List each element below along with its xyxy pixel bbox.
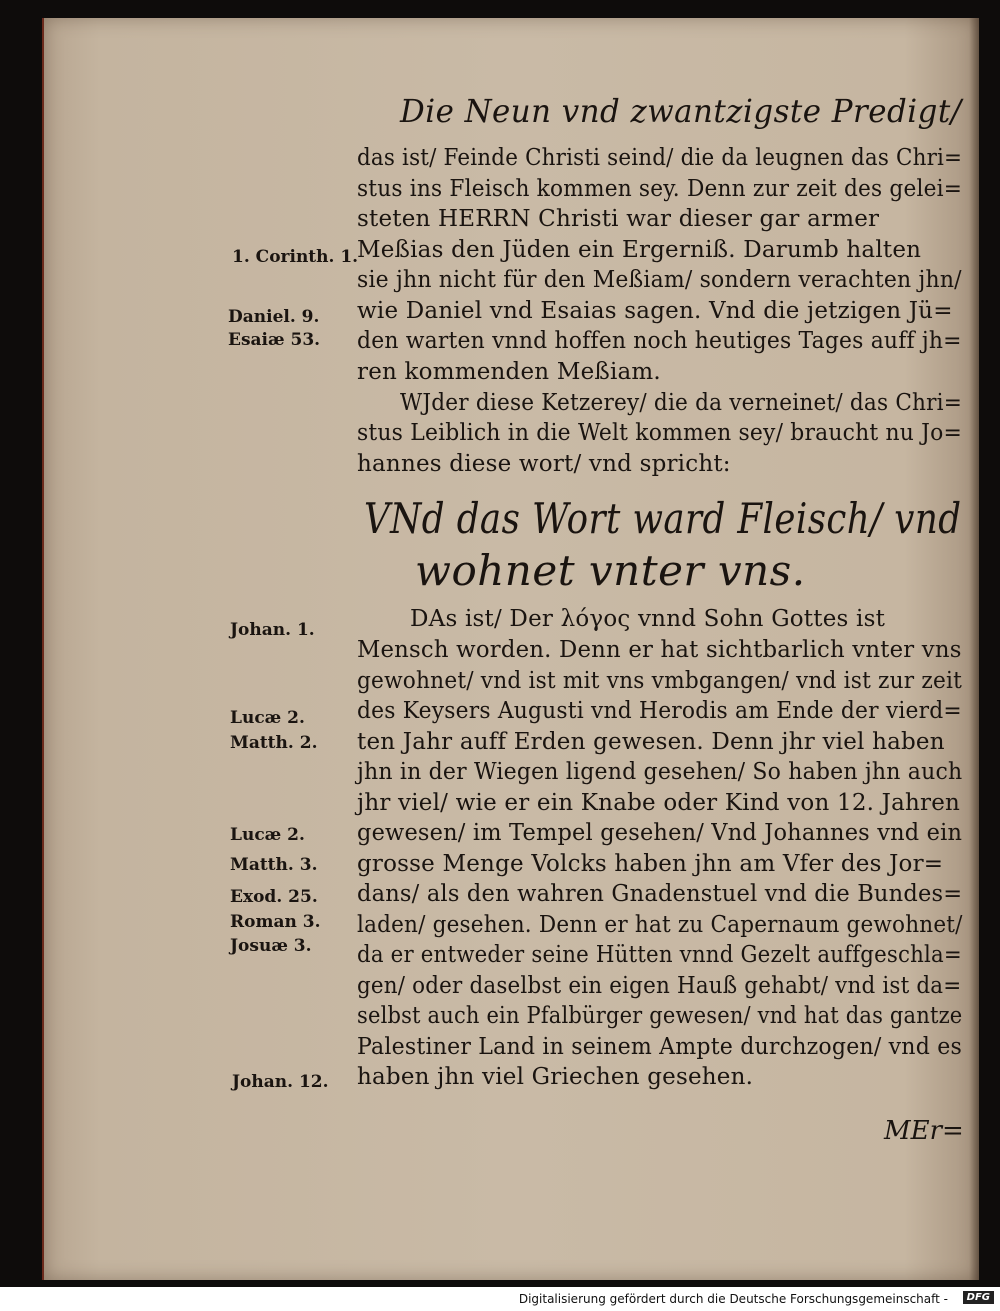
text-line: da er entweder seine Hütten vnnd Gezelt auffgeschla= (357, 942, 962, 968)
text-line: WJder diese Ketzerey/ die da verneinet/ das Chri= (400, 390, 963, 416)
margin-note: Josuæ 3. (230, 936, 312, 956)
text-line: Mensch worden. Denn er hat sichtbarlich vnter vns (357, 637, 962, 663)
margin-note: Roman 3. (230, 912, 321, 932)
text-line: wie Daniel vnd Esaias sagen. Vnd die jetzigen Jü= (357, 298, 953, 324)
text-line: des Keysers Augusti vnd Herodis am Ende der vierd= (357, 698, 962, 724)
text-line: stus ins Fleisch kommen sey. Denn zur zeit des gelei= (357, 176, 963, 202)
text-line: ren kommenden Meßiam. (357, 359, 661, 385)
digitization-footer (0, 1288, 1000, 1311)
text-line: grosse Menge Volcks haben jhn am Vfer des Jor= (357, 851, 944, 877)
margin-note: 1. Corinth. 1. (232, 247, 359, 267)
footer-credit: Digitalisierung gefördert durch die Deutsche Forschungsgemeinschaft - (518, 1292, 948, 1306)
text-line: gewohnet/ vnd ist mit vns vmbgangen/ vnd ist zur zeit (357, 668, 963, 694)
text-line: selbst auch ein Pfalbürger gewesen/ vnd hat das gantze (357, 1003, 963, 1029)
margin-note: Johan. 12. (232, 1072, 329, 1092)
text-line: gewesen/ im Tempel gesehen/ Vnd Johannes vnd ein (357, 820, 963, 846)
margin-note: Daniel. 9. (228, 307, 320, 327)
text-line: jhr viel/ wie er ein Knabe oder Kind von 12. Jahren (357, 790, 961, 816)
catchword: MEr= (884, 1116, 964, 1146)
text-line: DAs ist/ Der λόγος vnnd Sohn Gottes ist (410, 606, 886, 632)
text-line: stus Leiblich in die Welt kommen sey/ braucht nu Jo= (357, 420, 963, 446)
margin-note: Matth. 3. (230, 855, 318, 875)
margin-note: Matth. 2. (230, 733, 318, 753)
text-line: Meßias den Jüden ein Ergerniß. Darumb halten (357, 237, 922, 263)
text-line: sie jhn nicht für den Meßiam/ sondern verachten jhn/ (357, 267, 962, 293)
text-line: laden/ gesehen. Denn er hat zu Capernaum gewohnet/ (357, 912, 963, 938)
text-line: das ist/ Feinde Christi seind/ die da leugnen das Chri= (357, 145, 963, 171)
text-line: haben jhn viel Griechen gesehen. (357, 1064, 754, 1090)
text-line: jhn in der Wiegen ligend gesehen/ So haben jhn auch (357, 759, 963, 785)
margin-note: Esaiæ 53. (228, 330, 321, 350)
text-line: ten Jahr auff Erden gewesen. Denn jhr viel haben (357, 729, 945, 755)
running-head: Die Neun vnd zwantzigste Predigt/ (400, 92, 962, 130)
text-line: hannes diese wort/ vnd spricht: (357, 451, 731, 477)
text-line: steten HERRN Christi war dieser gar armer (357, 206, 880, 232)
margin-note: Exod. 25. (230, 887, 318, 907)
margin-note: Lucæ 2. (230, 708, 305, 728)
scripture-heading-line: VNd das Wort ward Fleisch/ vnd (364, 494, 962, 543)
text-line: den warten vnnd hoffen noch heutiges Tages auff jh= (357, 328, 962, 354)
dfg-logo: DFG (963, 1291, 994, 1304)
text-line: gen/ oder daselbst ein eigen Hauß gehabt/ vnd ist da= (357, 973, 962, 999)
margin-note: Lucæ 2. (230, 825, 305, 845)
text-line: dans/ als den wahren Gnadenstuel vnd die Bundes= (357, 881, 963, 907)
text-line: Palestiner Land in seinem Ampte durchzogen/ vnd es (357, 1034, 962, 1060)
margin-note: Johan. 1. (230, 620, 315, 640)
scripture-heading-line: wohnet vnter vns. (415, 546, 806, 595)
